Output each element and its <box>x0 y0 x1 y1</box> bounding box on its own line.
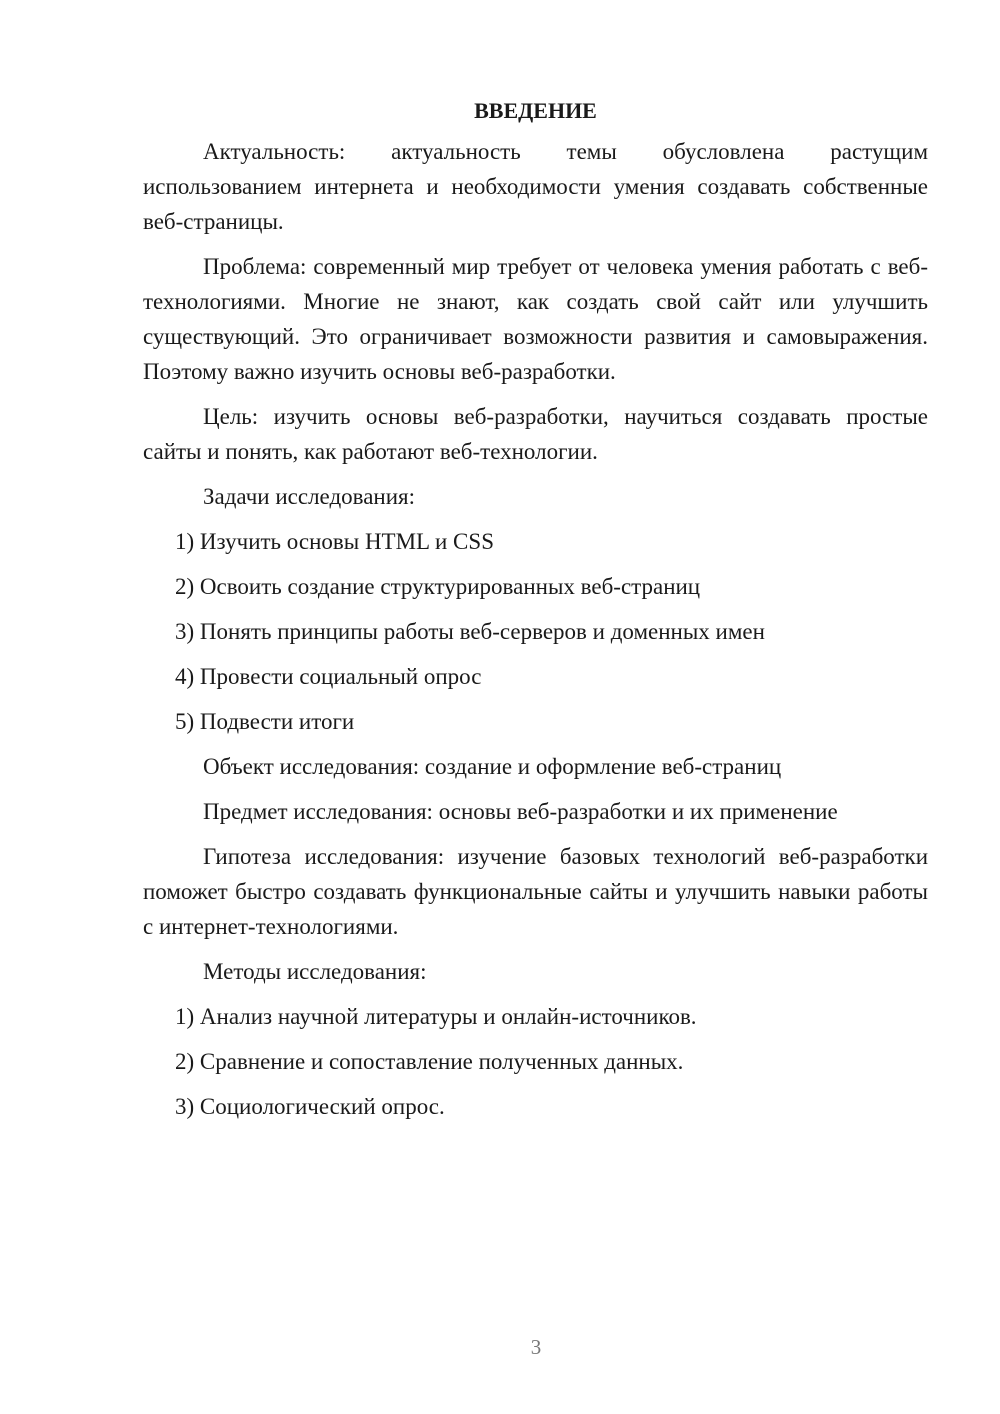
task-item: 5) Подвести итоги <box>175 709 355 734</box>
method-item: 3) Социологический опрос. <box>175 1094 445 1119</box>
methods-heading: Методы исследования: <box>203 959 427 984</box>
subject-paragraph: Предмет исследования: основы веб-разработки и их применение <box>203 799 838 824</box>
object-paragraph: Объект исследования: создание и оформление веб-страниц <box>203 754 782 779</box>
task-item: 4) Провести социальный опрос <box>175 664 482 689</box>
tasks-heading: Задачи исследования: <box>203 484 416 509</box>
page-title: ВВЕДЕНИЕ <box>474 98 597 123</box>
relevance-paragraph: Актуальность: актуальность темы обусловлена растущим использованием интернета и необходимости умения создавать собственные веб-страницы. <box>143 139 928 234</box>
goal-paragraph: Цель: изучить основы веб-разработки, научиться создавать простые сайты и понять, как работают веб-технологии. <box>143 404 928 464</box>
task-item: 1) Изучить основы HTML и CSS <box>175 529 494 554</box>
method-item: 2) Сравнение и сопоставление полученных данных. <box>175 1049 684 1074</box>
problem-paragraph: Проблема: современный мир требует от человека умения работать с веб-технологиями. Многие не знают, как создать свой сайт или улучшить существующий. Это ограничивает возможности развития и самовыражения. Поэтому важно изучить основы веб-разработки. <box>143 254 928 384</box>
task-item: 3) Понять принципы работы веб-серверов и доменных имен <box>175 619 765 644</box>
page-number: 3 <box>530 1335 542 1359</box>
page-content <box>143 93 928 1134</box>
hypothesis-paragraph: Гипотеза исследования: изучение базовых технологий веб-разработки поможет быстро создавать функциональные сайты и улучшить навыки работы с интернет-технологиями. <box>143 844 928 939</box>
methods-list <box>143 999 928 1124</box>
method-item: 1) Анализ научной литературы и онлайн-источников. <box>175 1004 697 1029</box>
task-item: 2) Освоить создание структурированных веб-страниц <box>175 574 701 599</box>
tasks-list <box>143 524 928 739</box>
